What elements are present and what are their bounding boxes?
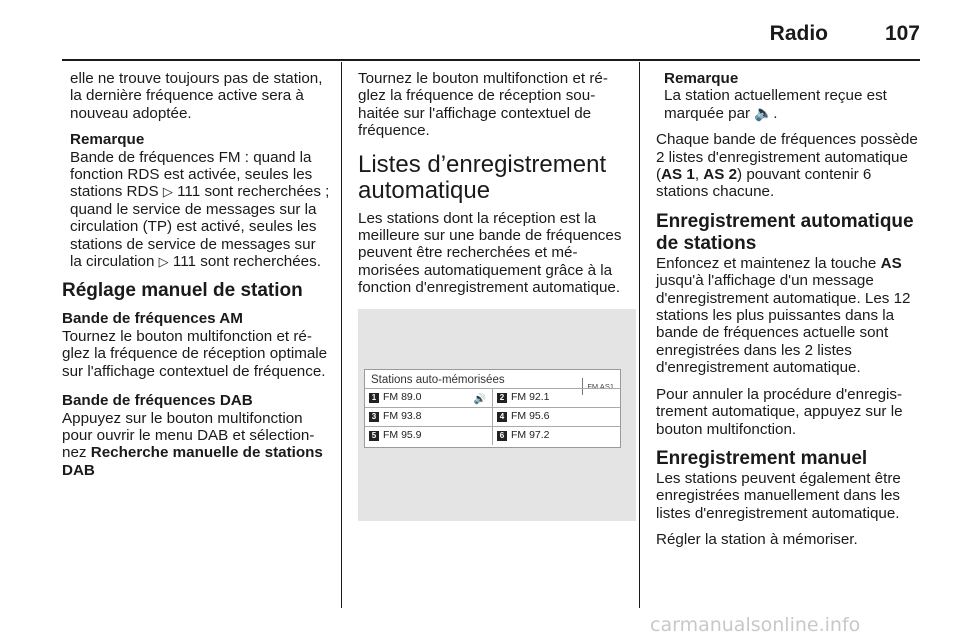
column-1 xyxy=(62,70,330,488)
preset-grid xyxy=(365,388,620,445)
preset-number: 5 xyxy=(369,431,379,441)
paragraph-dab: Appuyez sur le bouton multifonction pour ouvrir le menu DAB et sélectionnez Recherche manuelle de stations DAB xyxy=(62,409,323,479)
heading-am: Bande de fréquences AM xyxy=(62,310,243,328)
speaker-icon: 🔊 xyxy=(473,393,486,405)
preset-number: 4 xyxy=(497,412,507,422)
page-header xyxy=(62,12,920,52)
paragraph-am: Tournez le bouton multifonction et réglez la fréquence de réception optimale sur l'affichage contextuel de fréquence. xyxy=(62,327,328,380)
watermark: carmanualsonline.info xyxy=(650,614,861,636)
note-current-station xyxy=(656,70,922,122)
button-ref-as2: AS 2 xyxy=(703,166,738,184)
preset-number: 6 xyxy=(497,431,507,441)
heading-manual-store: Enregistrement manuel xyxy=(656,447,868,469)
heading-dab: Bande de fréquences DAB xyxy=(62,392,253,410)
page-ref-icon: ▷ xyxy=(158,254,169,270)
screen-band-tag: FM AS1 xyxy=(582,378,614,395)
paragraph: Les stations peuvent également être enregistrées manuellement dans les listes d'enregistrement automatique. xyxy=(656,469,901,522)
page-ref[interactable]: 111 xyxy=(177,183,201,201)
paragraph: Tournez le bouton multifonction et réglez la fréquence de réception souhaitée sur l'affichage contextuel de fréquence. xyxy=(358,70,608,140)
preset-frequency: FM 89.0 xyxy=(383,390,422,403)
preset-cell xyxy=(365,408,492,426)
preset-frequency: FM 97.2 xyxy=(511,428,550,441)
preset-number: 2 xyxy=(497,393,507,403)
continued-text xyxy=(62,70,330,122)
page-number: 107 xyxy=(884,22,920,45)
note-title: Remarque xyxy=(664,70,739,87)
paragraph: Les stations dont la réception est la meilleure sur une bande de fréquences peuvent être recherchées et mémorisées automatiquement grâce à la fonction d'enregistrement automatique. xyxy=(358,209,622,297)
note-text: Bande de fréquences FM : quand la fonction RDS est activée, seules les stations RDS ▷ 111 sont recherchées ; quand le service de messages sur la circulation (TP) est activé, seules les stations de service de messages sur la circulation ▷ 111 sont recherchées. xyxy=(70,148,330,271)
preset-frequency: FM 95.9 xyxy=(383,428,422,441)
page-ref[interactable]: 111 xyxy=(172,253,196,271)
speaker-icon: 🔈 xyxy=(754,104,774,122)
heading-auto-store-lists: Listes d’enregistrement automatique xyxy=(358,150,607,204)
paragraph: Pour annuler la procédure d'enregistrement automatique, appuyez sur le bouton multifonction. xyxy=(656,385,903,438)
column-divider-1 xyxy=(341,62,342,608)
column-2 xyxy=(358,70,624,521)
paragraph: elle ne trouve toujours pas de station, la dernière fréquence active sera à nouveau adoptée. xyxy=(70,70,323,122)
note-text: La station actuellement reçue est marquée par 🔈. xyxy=(664,87,887,122)
note-title: Remarque xyxy=(70,131,145,149)
paragraph: Enfoncez et maintenez la touche AS jusqu'à l'affichage d'un message d'enregistrement automatique. Les 12 stations les plus puissantes dans la bande de fréquences actuelle sont enregistrées dans les 2 listes d'enregistrement automatique. xyxy=(656,254,911,377)
heading-auto-store: Enregistrement automatique de stations xyxy=(656,210,914,254)
preset-number: 1 xyxy=(369,393,379,403)
button-ref-as1: AS 1 xyxy=(661,166,695,184)
preset-frequency: FM 92.1 xyxy=(511,390,550,403)
column-3 xyxy=(656,70,922,558)
paragraph: Régler la station à mémoriser. xyxy=(656,531,858,549)
preset-cell xyxy=(492,408,620,426)
preset-cell xyxy=(365,427,492,445)
preset-number: 3 xyxy=(369,412,379,422)
column-divider-2 xyxy=(639,62,640,608)
preset-frequency: FM 95.6 xyxy=(511,409,550,422)
note-rds xyxy=(62,131,330,270)
preset-cell xyxy=(492,389,620,407)
section-title: Radio xyxy=(769,22,828,45)
page-ref-icon: ▷ xyxy=(162,184,173,200)
header-rule xyxy=(62,59,920,61)
menu-item-ref: Recherche manuelle de stations DAB xyxy=(62,444,323,479)
preset-frequency: FM 93.8 xyxy=(383,409,422,422)
screen-display xyxy=(364,369,621,448)
screen-title: Stations auto-mémorisées xyxy=(371,373,505,386)
heading-manual-tuning: Réglage manuel de station xyxy=(62,280,303,302)
paragraph: Chaque bande de fréquences possède 2 listes d'enregistrement automatique (AS 1, AS 2) pouvant contenir 6 stations chacune. xyxy=(656,131,918,201)
preset-row xyxy=(365,407,620,426)
preset-cell xyxy=(492,427,620,445)
button-ref-as: AS xyxy=(880,254,902,272)
preset-row xyxy=(365,388,620,407)
radio-screen-illustration xyxy=(358,309,636,521)
preset-row xyxy=(365,426,620,445)
preset-cell xyxy=(365,389,492,407)
